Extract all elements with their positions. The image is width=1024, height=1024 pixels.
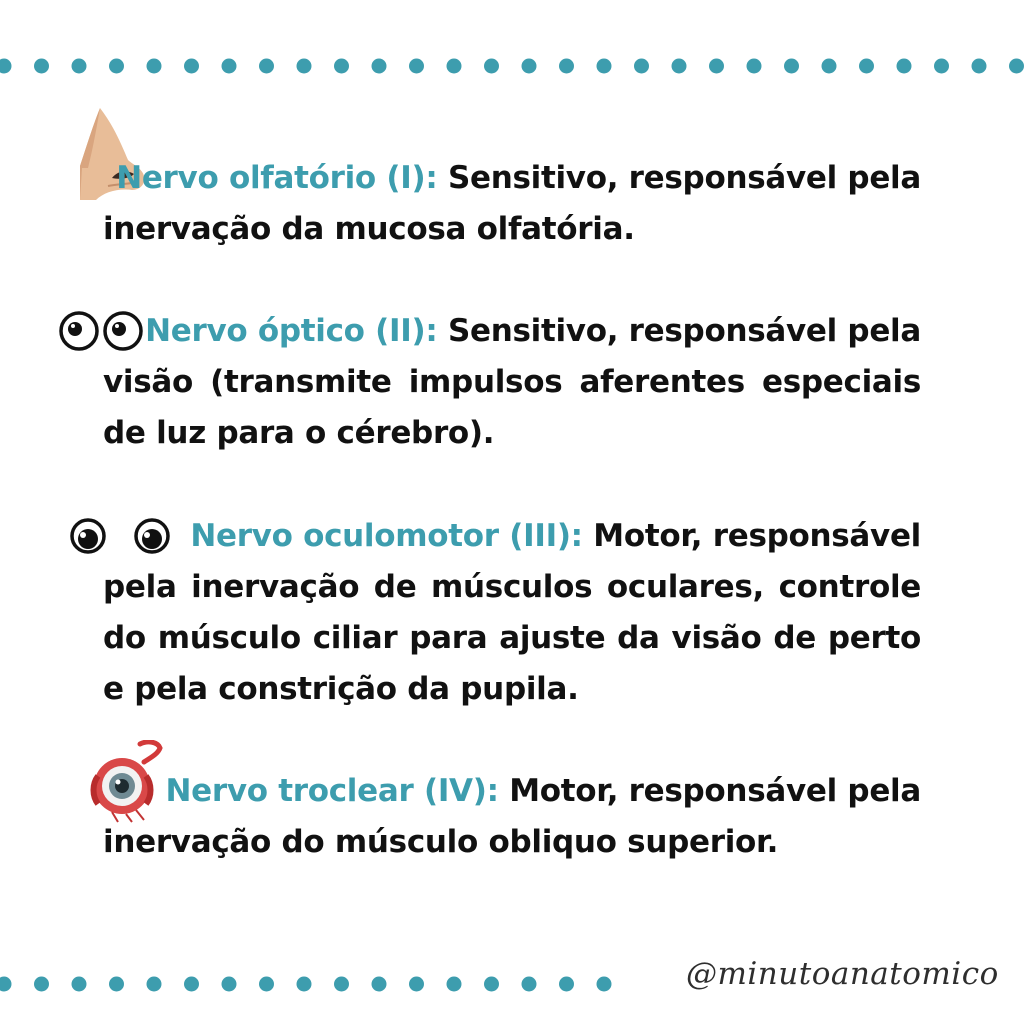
border-dot (297, 59, 312, 74)
border-dot (222, 977, 237, 992)
border-dot (747, 59, 762, 74)
border-dot (259, 977, 274, 992)
nerve-name: Nervo óptico (II): (145, 313, 438, 349)
border-dot (672, 59, 687, 74)
border-dot (147, 59, 162, 74)
entry-first-line (103, 306, 921, 357)
entry-oculomotor (103, 511, 921, 715)
border-dot (522, 59, 537, 74)
border-dot (447, 59, 462, 74)
border-dot (822, 59, 837, 74)
border-dot (34, 59, 49, 74)
top-dotted-border (0, 55, 1024, 77)
entry-optico (103, 306, 921, 459)
border-dot (1009, 59, 1024, 74)
border-dot (222, 59, 237, 74)
border-dot (597, 59, 612, 74)
border-dot (372, 977, 387, 992)
border-dot (859, 59, 874, 74)
border-dot (597, 977, 612, 992)
border-dot (334, 59, 349, 74)
entry-first-line (103, 511, 921, 562)
border-dot (709, 59, 724, 74)
nerve-name: Nervo troclear (IV): (165, 773, 499, 809)
border-dot (559, 977, 574, 992)
entry-olfatorio (103, 153, 921, 255)
nerve-description-start: Sensitivo, responsável pela (447, 313, 921, 349)
border-dot (409, 977, 424, 992)
nerve-description: inervação do músculo obliquo superior. (103, 824, 779, 860)
nerve-description-start: Motor, responsável (593, 518, 921, 554)
border-dot (784, 59, 799, 74)
nerve-description-start: Motor, responsável pela (509, 773, 921, 809)
border-dot (147, 977, 162, 992)
border-dot (409, 59, 424, 74)
entry-first-line (103, 153, 921, 204)
border-dot (184, 977, 199, 992)
bottom-dotted-border (0, 973, 640, 995)
border-dot (372, 59, 387, 74)
entry-first-line (103, 766, 921, 817)
border-dot (72, 59, 87, 74)
border-dot (934, 59, 949, 74)
border-dot (897, 59, 912, 74)
border-dot (0, 59, 12, 74)
border-dot (109, 59, 124, 74)
border-dot (484, 977, 499, 992)
border-dot (0, 977, 12, 992)
border-dot (259, 59, 274, 74)
nerve-description: visão (transmite impulsos aferentes especiais de luz para o cérebro). (103, 364, 921, 451)
border-dot (184, 59, 199, 74)
entry-troclear (103, 766, 921, 868)
border-dot (634, 59, 649, 74)
border-dot (522, 977, 537, 992)
nerve-description: pela inervação de músculos oculares, controle do músculo ciliar para ajuste da visão de perto e pela constrição da pupila. (103, 569, 921, 707)
nerve-description-start: Sensitivo, responsável pela (447, 160, 921, 196)
border-dot (447, 977, 462, 992)
border-dot (109, 977, 124, 992)
nerve-name: Nervo olfatório (I): (116, 160, 438, 196)
border-dot (34, 977, 49, 992)
nerve-description: inervação da mucosa olfatória. (103, 211, 635, 247)
border-dot (334, 977, 349, 992)
border-dot (297, 977, 312, 992)
border-dot (559, 59, 574, 74)
border-dot (972, 59, 987, 74)
author-handle: @minutoanatomico (686, 956, 999, 992)
border-dot (72, 977, 87, 992)
border-dot (484, 59, 499, 74)
nerve-name: Nervo oculomotor (III): (190, 518, 583, 554)
